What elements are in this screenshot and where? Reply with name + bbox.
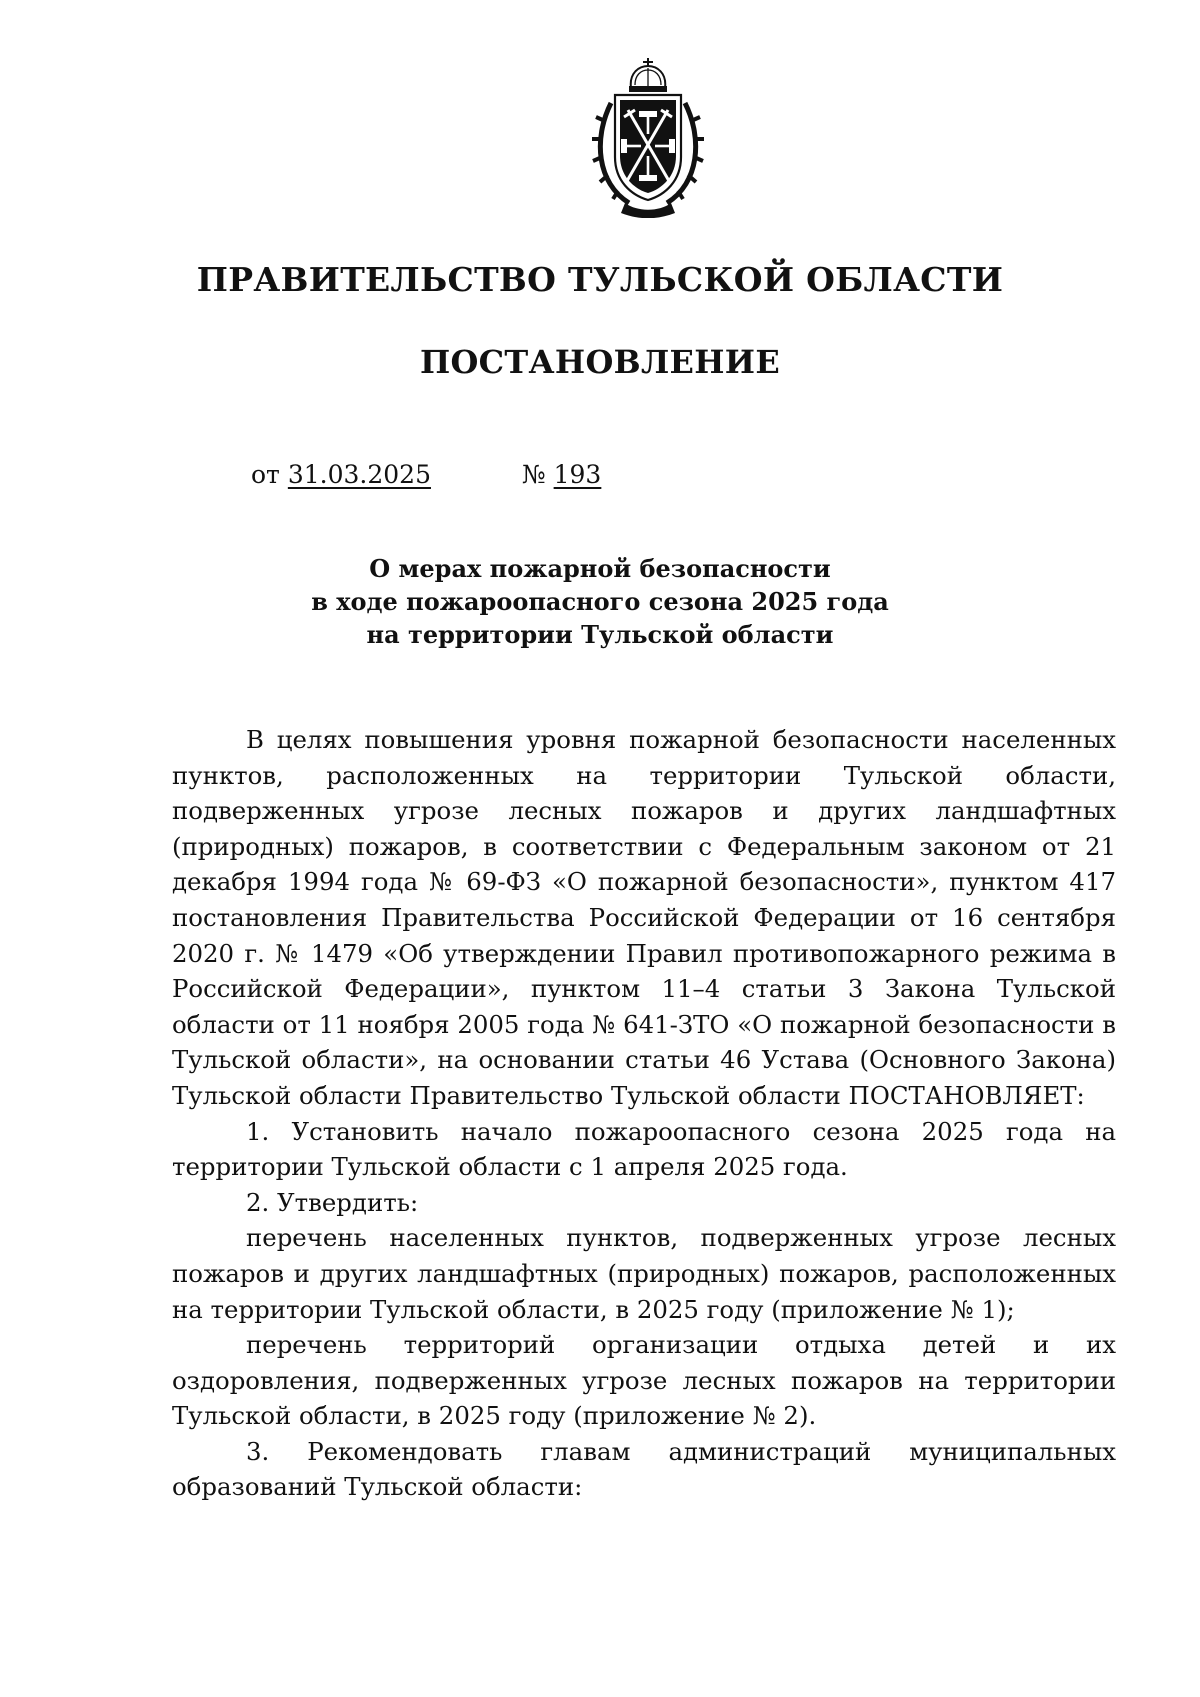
title-line: О мерах пожарной безопасности [369, 554, 831, 583]
clause-3-paragraph: 3. Рекомендовать главам администраций муниципальных образований Тульской области: [172, 1436, 1116, 1502]
organization-heading: ПРАВИТЕЛЬСТВО ТУЛЬСКОЙ ОБЛАСТИ [196, 260, 1004, 299]
clause-2-paragraph: 2. Утвердить: [246, 1187, 419, 1217]
document-title [0, 552, 1200, 651]
document-type-heading: ПОСТАНОВЛЕНИЕ [419, 343, 781, 381]
clause-2-item-1-paragraph: перечень населенных пунктов, подверженных угрозе лесных пожаров и других ландшафтных (природных) пожаров, расположенных на территории Тульской области, в 2025 году (приложение № 1); [172, 1223, 1116, 1324]
clause-1-paragraph: 1. Установить начало пожароопасного сезона 2025 года на территории Тульской области с 1 апреля 2025 года. [172, 1116, 1116, 1182]
title-line: в ходе пожароопасного сезона 2025 года [311, 587, 889, 616]
preamble-paragraph: В целях повышения уровня пожарной безопасности населенных пунктов, расположенных на территории Тульской области, подверженных угрозе лесных пожаров и других ландшафтных (природных) пожаров, в соответствии с Федеральным законом от 21 декабря 1994 года № 69-ФЗ «О пожарной безопасности», пунктом 417 постановления Правительства Российской Федерации от 16 сентября 2020 г. № 1479 «Об утверждении Правил противопожарного режима в Российской Федерации», пунктом 11–4 статьи 3 Закона Тульской области от 11 ноября 2005 года № 641-ЗТО «О пожарной безопасности в Тульской области», на основании статьи 46 Устава (Основного Закона) Тульской области Правительство Тульской области ПОСТАНОВЛЯЕТ: [172, 725, 1116, 1110]
date-value: 31.03.2025 [287, 460, 431, 489]
tula-coat-of-arms-icon [591, 55, 705, 218]
number-value: 193 [553, 460, 602, 489]
document-body [172, 722, 1116, 1505]
document-number [522, 460, 601, 489]
document-date [251, 460, 431, 489]
number-prefix: № [522, 460, 546, 489]
date-prefix: от [251, 460, 280, 489]
clause-2-item-2-paragraph: перечень территорий организации отдыха детей и их оздоровления, подверженных угрозе лесных пожаров на территории Тульской области, в 2025 году (приложение № 2). [172, 1330, 1116, 1431]
title-line: на территории Тульской области [366, 620, 834, 649]
